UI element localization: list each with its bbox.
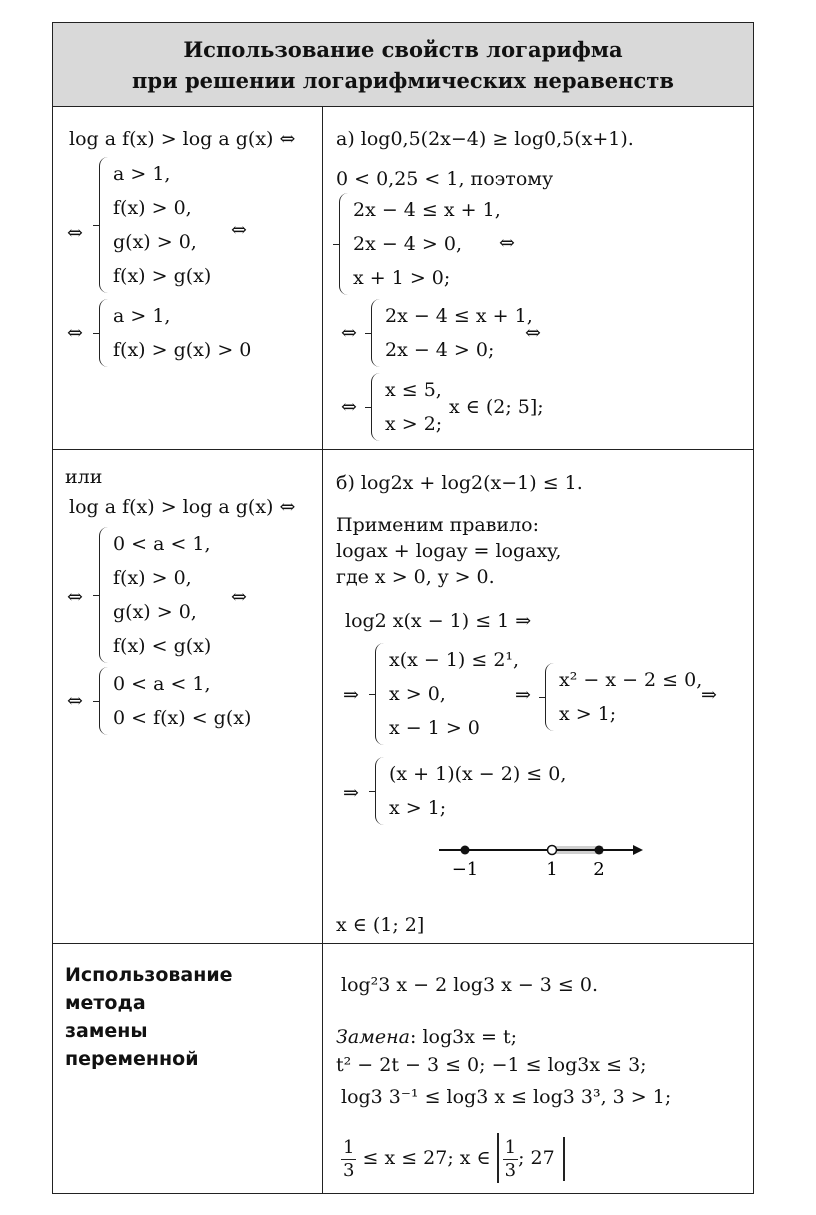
method-title-4: переменной (65, 1048, 199, 1070)
row-divider-1 (53, 449, 753, 450)
row1-left-sys1-suffix: ⇔ (231, 219, 247, 241)
row3-line-4 (341, 1133, 565, 1183)
row1-right-sys2-prefix: ⇔ (341, 322, 357, 344)
sysC-prefix: ⇒ (343, 782, 359, 804)
row3-line-3: log3 3⁻¹ ≤ log3 x ≤ log3 3³, 3 > 1; (341, 1086, 672, 1108)
system-row: a > 1, (113, 163, 171, 185)
system-row: x > 0, (389, 683, 446, 705)
brace-icon (99, 527, 109, 663)
system-row: 2x − 4 ≤ x + 1, (353, 199, 501, 221)
system-row: 0 < a < 1, (113, 533, 211, 555)
row2-answer: x ∈ (1; 2] (336, 914, 425, 936)
system-row: (x + 1)(x − 2) ≤ 0, (389, 763, 567, 785)
system-row: a > 1, (113, 305, 171, 327)
brace-icon (371, 373, 381, 441)
row1-left-sys1-prefix: ⇔ (67, 222, 83, 244)
system-row: f(x) > 0, (113, 567, 192, 589)
row1-problem: а) log0,5(2x−4) ≥ log0,5(x+1). (336, 128, 634, 150)
method-title-3: замены (65, 1020, 148, 1042)
system-row: 0 < f(x) < g(x) (113, 707, 252, 729)
row2-left-system-2 (99, 667, 251, 735)
system-a (375, 643, 519, 745)
row2-left-sys1-suffix: ⇔ (231, 586, 247, 608)
system-row: x > 1; (389, 797, 447, 819)
point-2 (595, 846, 604, 855)
number-line (433, 831, 643, 881)
point-1-open (548, 846, 557, 855)
system-c (375, 757, 566, 825)
system-row: g(x) > 0, (113, 601, 197, 623)
header-line-1: Использование свойств логарифма (183, 37, 623, 62)
brace-icon (371, 299, 381, 367)
sysB-prefix: ⇒ (515, 684, 531, 706)
interval-closing-bracket (563, 1137, 565, 1181)
row1-left-sys2-prefix: ⇔ (67, 322, 83, 344)
row2-left-sys2-prefix: ⇔ (67, 690, 83, 712)
fraction (503, 1137, 518, 1182)
row1-right-sys3-prefix: ⇔ (341, 396, 357, 418)
system-row: x(x − 1) ≤ 2¹, (389, 649, 520, 671)
row1-right-sys3-suffix: x ∈ (2; 5]; (449, 396, 544, 418)
rule-formula: logax + logay = logaxy, (336, 540, 562, 562)
brace-icon (545, 663, 555, 731)
step-1: log2 x(x − 1) ≤ 1 ⇒ (345, 610, 532, 632)
theory-table (52, 22, 754, 1194)
row3-line-2: t² − 2t − 3 ≤ 0; −1 ≤ log3x ≤ 3; (336, 1054, 647, 1076)
fraction (341, 1137, 356, 1182)
row1-right-sys2-suffix: ⇔ (525, 322, 541, 344)
axis-arrow-icon (633, 845, 643, 855)
system-row: x² − x − 2 ≤ 0, (559, 669, 703, 691)
brace-icon (99, 299, 109, 367)
row-divider-2 (53, 943, 753, 944)
row1-left-intro: log a f(x) > log a g(x) ⇔ (69, 128, 296, 150)
interval-end: ; 27 (518, 1147, 555, 1169)
system-row: f(x) > g(x) > 0 (113, 339, 252, 361)
fraction-numerator: 1 (343, 1136, 355, 1158)
system-row: x > 1; (559, 703, 617, 725)
row1-right-sys1-suffix: ⇔ (499, 232, 515, 254)
rule-title: Применим правило: (336, 514, 539, 536)
fraction-numerator: 1 (504, 1136, 517, 1158)
system-row: f(x) > g(x) (113, 265, 212, 287)
system-row: 2x − 4 ≤ x + 1, (385, 305, 533, 327)
system-row: x − 1 > 0 (389, 717, 480, 739)
rule-condition: где x > 0, y > 0. (336, 566, 495, 588)
row1-left-system-1 (99, 157, 211, 293)
system-row: f(x) < g(x) (113, 635, 212, 657)
brace-icon (375, 643, 385, 745)
column-divider (322, 107, 323, 1193)
brace-icon (339, 193, 349, 295)
row2-problem: б) log2x + log2(x−1) ≤ 1. (336, 472, 583, 494)
axis-label: 2 (593, 859, 605, 880)
method-title-1: Использование (65, 964, 233, 986)
system-row: f(x) > 0, (113, 197, 192, 219)
system-row: 2x − 4 > 0; (385, 339, 495, 361)
sysB-suffix: ⇒ (701, 684, 717, 706)
row1-right-system-2 (371, 299, 533, 367)
brace-icon (375, 757, 385, 825)
row3-problem: log²3 x − 2 log3 x − 3 ≤ 0. (341, 974, 599, 996)
row2-or: или (65, 466, 103, 488)
row2-left-system-1 (99, 527, 211, 663)
table-header (53, 23, 753, 107)
system-row: 2x − 4 > 0, (353, 233, 463, 255)
system-row: 0 < a < 1, (113, 673, 211, 695)
row1-right-system-3 (371, 373, 442, 441)
header-line-2: при решении логарифмических неравенств (132, 68, 674, 93)
brace-icon (99, 157, 109, 293)
system-row: x ≤ 5, (385, 379, 442, 401)
point-minus-1 (461, 846, 470, 855)
system-row: g(x) > 0, (113, 231, 197, 253)
interval (497, 1133, 559, 1183)
row1-right-system-1 (339, 193, 501, 295)
brace-icon (99, 667, 109, 735)
substitution-line (336, 1025, 517, 1049)
system-b (545, 663, 702, 731)
row3-line-4-mid: ≤ x ≤ 27; x ∈ (356, 1147, 497, 1169)
row1-left-system-2 (99, 299, 251, 367)
substitution-label: Замена (336, 1026, 411, 1048)
axis-label: −1 (451, 859, 479, 880)
row1-note: 0 < 0,25 < 1, поэтому (336, 168, 554, 190)
system-row: x > 2; (385, 413, 443, 435)
substitution-text: : log3x = t; (410, 1026, 517, 1048)
system-row: x + 1 > 0; (353, 267, 451, 289)
method-title-2: метода (65, 992, 146, 1014)
row2-left-sys1-prefix: ⇔ (67, 586, 83, 608)
axis-label: 1 (546, 859, 558, 880)
sysA-prefix: ⇒ (343, 684, 359, 706)
fraction-denominator: 3 (504, 1159, 517, 1181)
row2-left-intro: log a f(x) > log a g(x) ⇔ (69, 496, 296, 518)
fraction-denominator: 3 (343, 1159, 355, 1181)
